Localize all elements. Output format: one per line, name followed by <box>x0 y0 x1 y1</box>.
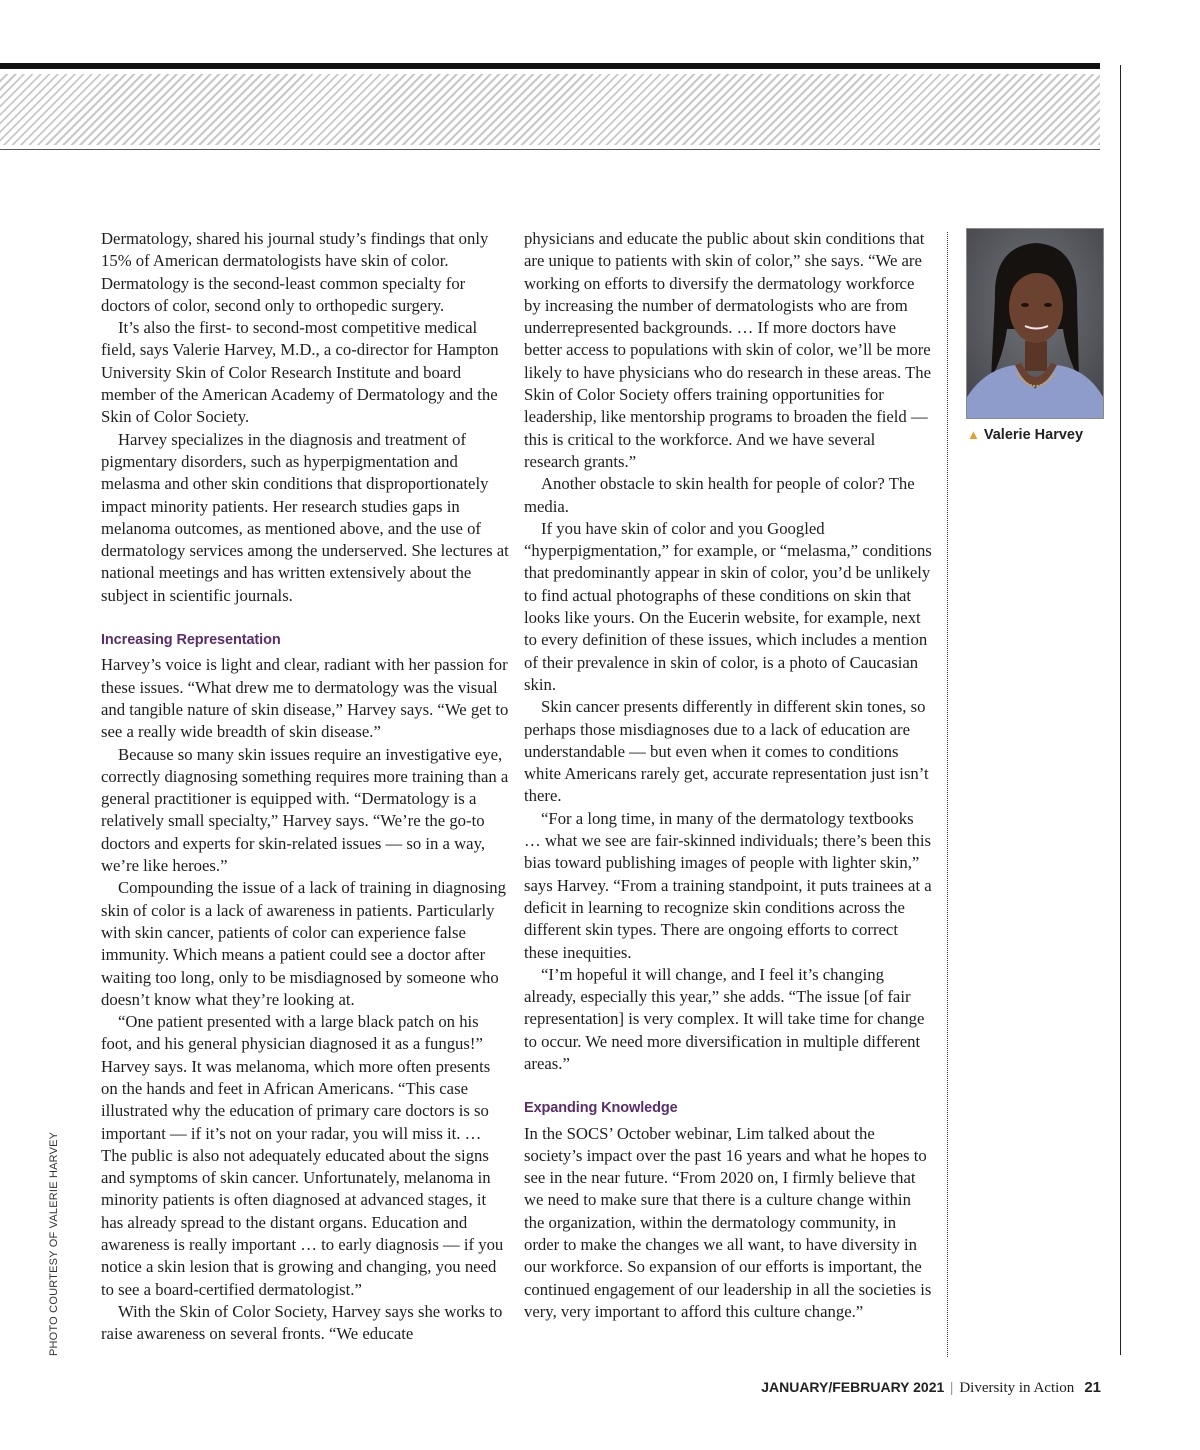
paragraph: “For a long time, in many of the dermatology textbooks … what we see are fair-skinned individuals; there’s been this bias toward publishing images of people with lighter skin,” says Harvey. “From a training standpoint, it puts trainees at a deficit in learning to recognize skin conditions across the different skin types. There are ongoing efforts to correct these inequities. <box>524 808 932 962</box>
paragraph: Because so many skin issues require an investigative eye, correctly diagnosing something requires more training than a general practitioner is equipped with. “Dermatology is a relatively small specialty,” Harvey says. “We’re the go-to doctors and experts for skin-related issues — so in a way, we’re like heroes.” <box>101 744 509 876</box>
page-number: 21 <box>1084 1379 1101 1396</box>
paragraph: Another obstacle to skin health for people of color? The media. <box>524 474 915 516</box>
header-bottom-rule <box>0 149 1100 150</box>
subheading-expanding-knowledge: Expanding Knowledge <box>524 1100 678 1117</box>
portrait-illustration <box>967 229 1103 418</box>
paragraph: Dermatology, shared his journal study’s findings that only 15% of American dermatologists have skin of color. Dermatology is the second-least common specialty for doctors of color, second only to orthopedic surgery. <box>101 229 489 315</box>
page-footer <box>761 1379 1101 1397</box>
paragraph: With the Skin of Color Society, Harvey says she works to raise awareness on several fronts. “We educate <box>101 1301 503 1344</box>
paragraph: “I’m hopeful it will change, and I feel it’s changing already, especially this year,” she adds. “The issue [of fair representation] is very complex. It will take time for change to occur. We need more diversification in multiple different areas.” <box>524 964 925 1073</box>
paragraph: “One patient presented with a large black patch on his foot, and his general physician diagnosed it as a fungus!” Harvey says. It was melanoma, which more often presents on the hands and feet in African Americans. “This case illustrated why the education of primary care doctors is so important — if it’s not on your radar, you will miss it. … The public is also not adequately educated about the signs and symptoms of skin cancer. Unfortunately, melanoma in minority patients is often diagnosed at advanced stages, it has already spread to the distant organs. Education and awareness is really important … to early diagnosis — if you notice a skin lesion that is growing and changing, you need to see a board-certified dermatologist.” <box>101 1012 504 1299</box>
paragraph: In the SOCS’ October webinar, Lim talked about the society’s impact over the past 16 years and what he hopes to see in the near future. “From 2020 on, I firmly believe that we need to make sure that there is a culture change within the organization, within the dermatology community, in order to make the changes we all want, to have diversity in our workforce. So expansion of our efforts is important, the continued engagement of our leadership in all the societies is very, very important to afford this culture change.” <box>524 1123 932 1321</box>
photo-caption-text: Valerie Harvey <box>983 427 1084 443</box>
portrait-photo <box>966 228 1104 419</box>
paragraph: Harvey specializes in the diagnosis and treatment of pigmentary disorders, such as hyperpigmentation and melasma and other skin conditions that disproportionately impact minority patients. Her research studies gaps in melanoma outcomes, as mentioned above, and the use of dermatology services among the underserved. She lectures at national meetings and has written extensively about the subject in scientific journals. <box>101 429 509 605</box>
photo-caption <box>967 427 1083 443</box>
paragraph: It’s also the first- to second-most competitive medical field, says Valerie Harvey, M.D., a co-director for Hampton University Skin of Color Research Institute and board member of the American Academy of Dermatology and the Skin of Color Society. <box>101 318 499 427</box>
paragraph: physicians and educate the public about skin conditions that are unique to patients with skin of color,” she says. “We are working on efforts to diversify the dermatology workforce by increasing the number of dermatologists who are from underrepresented backgrounds. … If more doctors have better access to populations with skin of color, we’ll be more likely to have physicians who do research in these areas. The Skin of Color Society offers training opportunities for leadership, like mentorship programs to broaden the field — this is critical to the workforce. And we have several research grants.” <box>524 229 932 471</box>
paragraph: Harvey’s voice is light and clear, radiant with her passion for these issues. “What drew me to dermatology was the visual and tangible nature of skin disease,” Harvey says. “We get to see a really wide breadth of skin disease.” <box>101 655 509 742</box>
paragraph: Compounding the issue of a lack of training in diagnosing skin of color is a lack of awareness in patients. Particularly with skin cancer, patients of color can experience false immunity. Which means a patient could see a doctor after waiting too long, only to be misdiagnosed by someone who doesn’t know what they’re looking at. <box>101 878 506 1009</box>
article-column-left <box>101 228 509 1346</box>
page-edge-rule <box>1120 65 1121 1355</box>
footer-issue: JANUARY/FEBRUARY 2021 <box>761 1379 945 1395</box>
footer-separator: | <box>950 1380 954 1396</box>
triangle-icon: ▲ <box>967 427 980 442</box>
paragraph: Skin cancer presents differently in different skin tones, so perhaps those misdiagnoses due to a lack of education are understandable — but even when it comes to conditions white Americans rarely get, accurate representation just isn’t there. <box>524 697 929 806</box>
article-column-middle <box>524 228 932 1323</box>
sidebar-dotted-separator <box>947 232 948 1357</box>
subheading-increasing-representation: Increasing Representation <box>101 632 281 649</box>
photo-credit: PHOTO COURTESY OF VALERIE HARVEY <box>48 1131 60 1356</box>
header-top-rule <box>0 63 1100 69</box>
header-stripe-band <box>0 74 1100 145</box>
paragraph: If you have skin of color and you Googled “hyperpigmentation,” for example, or “melasma,” conditions that predominantly appear in skin of color, you’d be unlikely to find actual photographs of these conditions on skin that looks like yours. On the Eucerin website, for example, next to every definition of these issues, which includes a mention of their prevalence in skin of color, is a photo of Caucasian skin. <box>524 518 932 694</box>
footer-magazine: Diversity in Action <box>959 1380 1075 1396</box>
